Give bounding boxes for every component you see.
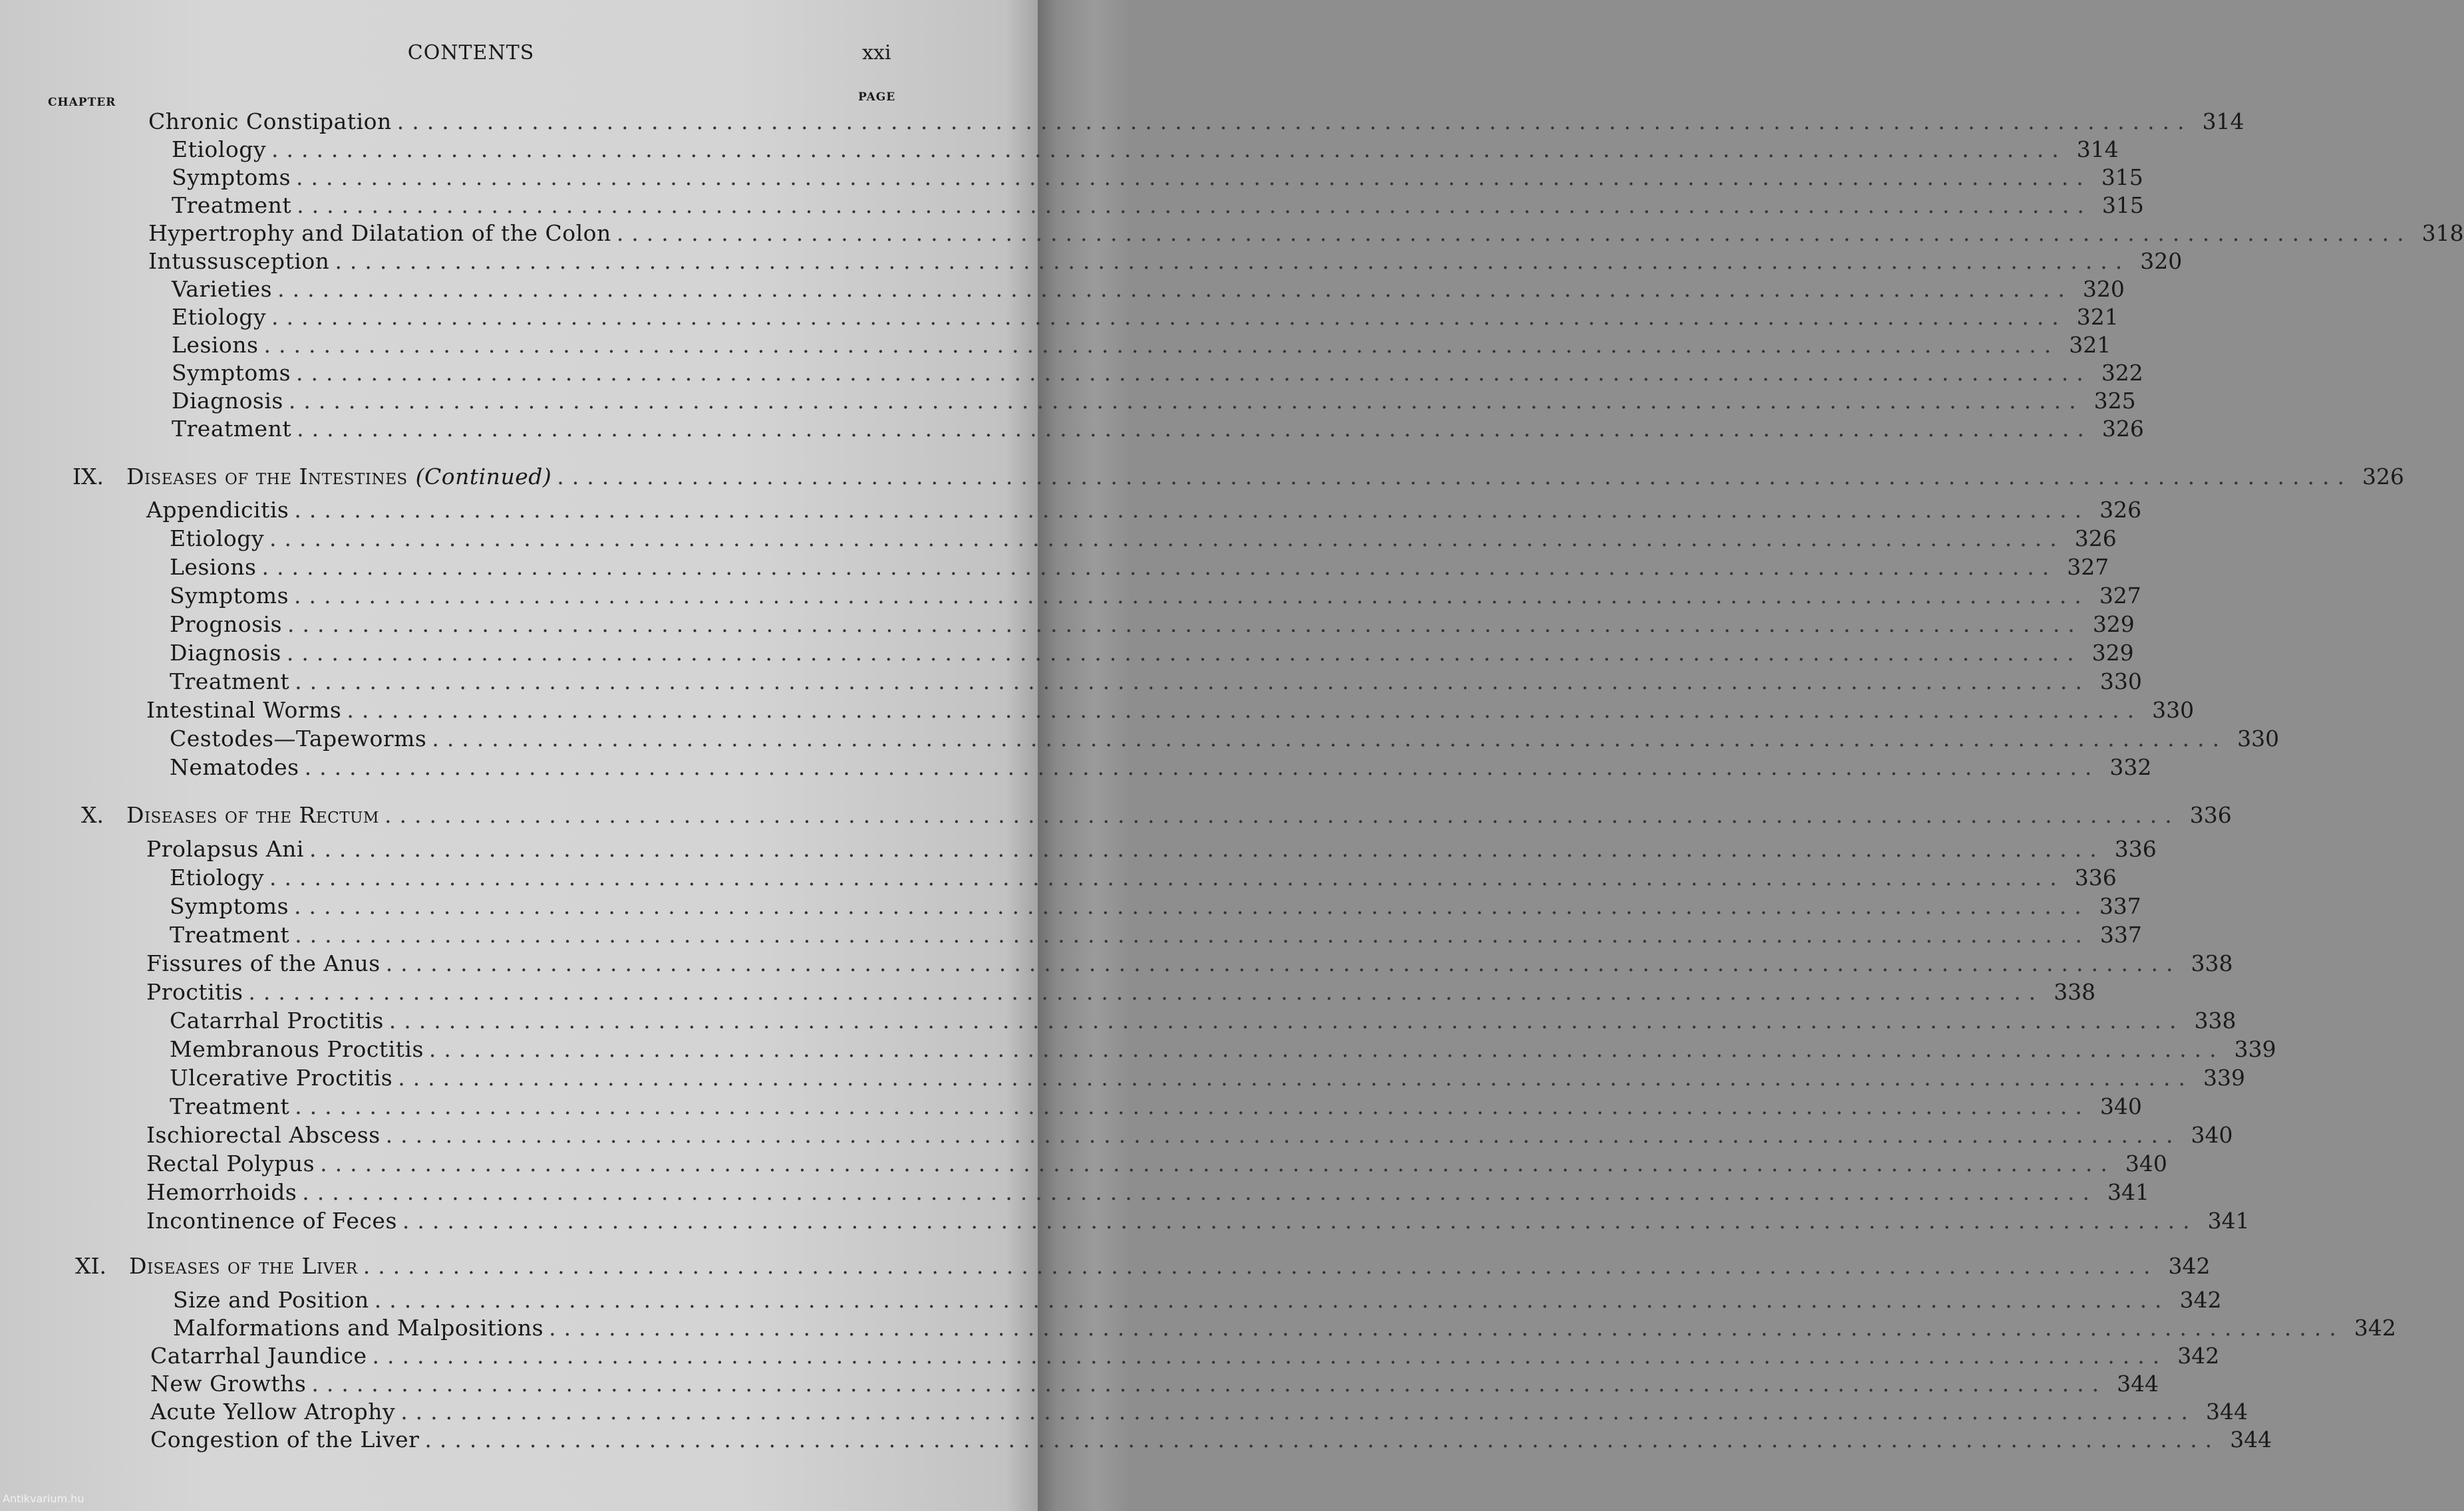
leader-dots: ........................................................................................................................: [296, 164, 2091, 190]
chapter-title: Diseases of the Liver: [129, 1253, 358, 1279]
page-column-label: PAGE: [858, 90, 896, 104]
toc-entry: [170, 754, 2152, 781]
toc-entry-page: 330: [2099, 668, 2142, 694]
leader-dots: ........................................................................................................................: [428, 1036, 2225, 1062]
toc-entry: [170, 639, 2134, 667]
toc-entry-title: Etiology: [170, 525, 264, 551]
toc-entry: [170, 1064, 2245, 1092]
toc-entry-title: Cestodes—Tapeworms: [170, 726, 427, 752]
leader-dots: ........................................................................................................................: [398, 1065, 2193, 1091]
toc-entry: [170, 668, 2142, 696]
toc-entry-page: 321: [2069, 332, 2111, 358]
leader-dots: ........................................................................................................................: [388, 1008, 2185, 1033]
toc-entry: [150, 1370, 2159, 1398]
toc-entry: [170, 553, 2109, 581]
leader-dots: ........................................................................................................................: [385, 950, 2181, 976]
toc-entry-page: 329: [2091, 640, 2134, 666]
toc-entry-page: 342: [2179, 1287, 2222, 1313]
toc-entry-title: Membranous Proctitis: [170, 1036, 424, 1062]
toc-entry: [146, 835, 2157, 863]
toc-entry-page: 344: [2230, 1427, 2272, 1452]
toc-entry: [170, 611, 2135, 638]
toc-entry: [146, 1178, 2150, 1206]
toc-entry-page: 325: [2093, 388, 2136, 414]
toc-entry-page: 340: [2099, 1093, 2142, 1119]
toc-entry: [170, 725, 2280, 753]
toc-entry-page: 322: [2101, 360, 2143, 386]
leader-dots: ........................................................................................................................: [363, 1253, 2159, 1279]
leader-dots: ........................................................................................................................: [424, 1427, 2221, 1452]
leader-dots: ........................................................................................................................: [271, 304, 2067, 330]
toc-entry: [172, 192, 2144, 219]
leader-dots: ........................................................................................................................: [304, 754, 2100, 780]
running-head-page-number: xxi: [862, 41, 891, 65]
toc-entry-page: 327: [2067, 554, 2109, 580]
leader-dots: ........................................................................................................................: [432, 726, 2228, 752]
leader-dots: ........................................................................................................................: [294, 497, 2090, 523]
chapter-heading: [129, 1252, 2211, 1280]
toc-entry: [172, 359, 2143, 387]
toc-entry: [170, 1007, 2236, 1035]
toc-entry-title: Prolapsus Ani: [146, 836, 304, 862]
toc-entry-page: 338: [2194, 1008, 2236, 1033]
toc-entry-title: Treatment: [172, 416, 292, 442]
toc-entry-page: 339: [2234, 1036, 2276, 1062]
toc-entry: [146, 978, 2096, 1006]
leader-dots: ........................................................................................................................: [400, 1399, 2196, 1425]
toc-entry-page: 338: [2191, 950, 2233, 976]
toc-entry-page: 320: [2140, 248, 2183, 274]
toc-entry: [146, 1207, 2250, 1235]
toc-entry: [172, 331, 2111, 359]
leader-dots: ........................................................................................................................: [309, 836, 2105, 862]
toc-entry-page: 321: [2076, 304, 2119, 330]
leader-dots: ........................................................................................................................: [311, 1371, 2107, 1397]
toc-entry-title: Symptoms: [170, 893, 289, 919]
leader-dots: ........................................................................................................................: [297, 192, 2092, 218]
toc-entry: [146, 1121, 2233, 1149]
leader-dots: ........................................................................................................................: [616, 220, 2412, 246]
toc-entry-title: Malformations and Malpositions: [173, 1315, 544, 1341]
leader-dots: ........................................................................................................................: [288, 388, 2084, 414]
toc-entry: [170, 893, 2141, 920]
toc-entry: [146, 496, 2142, 524]
toc-entry-page: 344: [2117, 1371, 2159, 1397]
toc-entry-page: 339: [2203, 1065, 2245, 1091]
toc-entry-title: Intestinal Worms: [146, 697, 342, 723]
leader-dots: ........................................................................................................................: [261, 554, 2058, 580]
leader-dots: ........................................................................................................................: [269, 525, 2065, 551]
chapter-page: 336: [2189, 802, 2232, 828]
toc-entry-title: Hemorrhoids: [146, 1179, 297, 1205]
toc-entry-title: Nematodes: [170, 754, 299, 780]
toc-entry-page: 314: [2202, 108, 2244, 134]
leader-dots: ........................................................................................................................: [302, 1179, 2098, 1205]
toc-entry-title: Catarrhal Proctitis: [170, 1008, 384, 1033]
leader-dots: ........................................................................................................................: [294, 583, 2089, 609]
chapter-number: XI.: [75, 1253, 106, 1279]
toc-entry-title: Lesions: [170, 554, 257, 580]
toc-entry-page: 338: [2054, 979, 2096, 1005]
toc-entry-title: Etiology: [172, 304, 266, 330]
toc-entry: [172, 387, 2136, 415]
toc-entry-page: 330: [2152, 697, 2195, 723]
leader-dots: ........................................................................................................................: [296, 360, 2091, 386]
toc-entry-page: 315: [2101, 192, 2144, 218]
leader-dots: ........................................................................................................................: [271, 136, 2067, 162]
leader-dots: ........................................................................................................................: [269, 865, 2065, 891]
toc-entry: [146, 950, 2233, 978]
toc-entry: [172, 303, 2119, 331]
toc-entry-page: 336: [2114, 836, 2157, 862]
toc-entry: [170, 864, 2117, 892]
toc-entry-title: Symptoms: [172, 164, 291, 190]
toc-entry: [146, 696, 2195, 724]
toc-entry: [148, 108, 2244, 136]
leader-dots: ........................................................................................................................: [297, 416, 2092, 442]
toc-entry-page: 326: [2101, 416, 2144, 442]
chapter-page: 342: [2168, 1253, 2211, 1279]
leader-dots: ........................................................................................................................: [320, 1151, 2115, 1176]
toc-entry: [150, 1342, 2220, 1370]
toc-entry-title: Lesions: [172, 332, 259, 358]
leader-dots: ........................................................................................................................: [277, 276, 2073, 302]
toc-entry-title: Congestion of the Liver: [150, 1427, 420, 1452]
toc-entry: [173, 1314, 2396, 1342]
leader-dots: ........................................................................................................................: [384, 802, 2180, 828]
toc-entry-page: 336: [2074, 865, 2117, 891]
chapter-number: IX.: [72, 464, 104, 489]
toc-entry-title: Treatment: [170, 1093, 290, 1119]
toc-entry-title: Symptoms: [170, 583, 289, 609]
toc-entry-title: Intussusception: [148, 248, 330, 274]
toc-entry-page: 329: [2092, 611, 2135, 637]
toc-entry-title: Fissures of the Anus: [146, 950, 381, 976]
toc-entry-page: 326: [2099, 497, 2142, 523]
toc-entry: [150, 1398, 2248, 1426]
toc-entry: [148, 219, 2464, 247]
toc-entry: [173, 1286, 2222, 1314]
leader-dots: ........................................................................................................................: [396, 108, 2193, 134]
toc-entry: [172, 136, 2119, 164]
toc-entry-page: 337: [2099, 893, 2141, 919]
toc-entry-title: Etiology: [170, 865, 264, 891]
leader-dots: ........................................................................................................................: [248, 979, 2044, 1005]
toc-entry-page: 341: [2207, 1208, 2250, 1234]
toc-entry: [150, 1426, 2272, 1454]
toc-entry-title: Diagnosis: [172, 388, 283, 414]
chapter-column-label: CHAPTER: [48, 96, 116, 109]
leader-dots: ........................................................................................................................: [385, 1122, 2181, 1148]
toc-entry-title: Symptoms: [172, 360, 291, 386]
toc-entry-page: 342: [2177, 1343, 2220, 1369]
leader-dots: ........................................................................................................................: [549, 1315, 2344, 1341]
toc-entry: [170, 1093, 2142, 1121]
toc-entry-page: 320: [2082, 276, 2125, 302]
toc-entry-title: Chronic Constipation: [148, 108, 392, 134]
toc-entry: [170, 921, 2142, 949]
toc-entry-title: Diagnosis: [170, 640, 281, 666]
chapter-title: Diseases of the Rectum: [126, 802, 379, 828]
toc-entry-title: Ulcerative Proctitis: [170, 1065, 393, 1091]
toc-entry-page: 340: [2191, 1122, 2233, 1148]
toc-entry-title: Rectal Polypus: [146, 1151, 315, 1176]
chapter-page: 326: [2362, 464, 2405, 489]
toc-entry-page: 326: [2074, 525, 2117, 551]
toc-entry: [172, 164, 2143, 192]
leader-dots: ........................................................................................................................: [294, 893, 2089, 919]
toc-entry: [170, 1035, 2276, 1063]
toc-entry-page: 341: [2107, 1179, 2150, 1205]
toc-entry-page: 314: [2076, 136, 2119, 162]
watermark: Antikvarium.hu: [3, 1492, 84, 1505]
toc-entry-page: 327: [2099, 583, 2141, 609]
leader-dots: ........................................................................................................................: [295, 922, 2090, 948]
leader-dots: ........................................................................................................................: [374, 1287, 2170, 1313]
toc-entry-page: 315: [2101, 164, 2143, 190]
leader-dots: ........................................................................................................................: [372, 1343, 2168, 1369]
toc-entry-title: Size and Position: [173, 1287, 369, 1313]
toc-entry-page: 330: [2237, 726, 2280, 752]
toc-entry-title: Treatment: [172, 192, 292, 218]
toc-entry-page: 342: [2354, 1315, 2396, 1341]
leader-dots: ........................................................................................................................: [347, 697, 2143, 723]
leader-dots: ........................................................................................................................: [557, 464, 2353, 489]
chapter-title: Diseases of the Intestines: [126, 464, 408, 489]
leader-dots: ........................................................................................................................: [295, 668, 2090, 694]
leader-dots: ........................................................................................................................: [286, 640, 2082, 666]
chapter-heading: [126, 463, 2405, 491]
toc-entry-page: 332: [2109, 754, 2152, 780]
toc-entry-title: Etiology: [172, 136, 266, 162]
toc-entry-title: Treatment: [170, 922, 290, 948]
toc-entry: [148, 247, 2183, 275]
toc-entry: [146, 1150, 2167, 1178]
leader-dots: ........................................................................................................................: [287, 611, 2083, 637]
toc-entry: [172, 275, 2125, 303]
toc-entry: [170, 525, 2117, 553]
toc-entry-title: Prognosis: [170, 611, 283, 637]
leader-dots: ........................................................................................................................: [263, 332, 2060, 358]
toc-entry-title: Appendicitis: [146, 497, 289, 523]
toc-entry-title: Ischiorectal Abscess: [146, 1122, 381, 1148]
chapter-number: X.: [81, 802, 104, 828]
leader-dots: ........................................................................................................................: [335, 248, 2131, 274]
toc-entry-title: Treatment: [170, 668, 290, 694]
toc-entry-page: 318: [2421, 220, 2464, 246]
toc-entry-title: Proctitis: [146, 979, 243, 1005]
toc-entry-page: 337: [2099, 922, 2142, 948]
toc-entry: [170, 582, 2141, 610]
toc-entry-page: 340: [2125, 1151, 2167, 1176]
chapter-heading: [126, 801, 2232, 829]
leader-dots: ........................................................................................................................: [295, 1093, 2090, 1119]
toc-entry-title: New Growths: [150, 1371, 307, 1397]
toc-entry-title: Acute Yellow Atrophy: [150, 1399, 396, 1425]
toc-entry-title: Incontinence of Feces: [146, 1208, 397, 1234]
toc-entry-page: 344: [2205, 1399, 2248, 1425]
toc-entry-title: Catarrhal Jaundice: [150, 1343, 367, 1369]
chapter-title-suffix: (Continued): [415, 464, 552, 489]
leader-dots: ........................................................................................................................: [402, 1208, 2198, 1234]
toc-entry-title: Varieties: [172, 276, 273, 302]
running-head-title: CONTENTS: [407, 41, 535, 65]
toc-entry-title: Hypertrophy and Dilatation of the Colon: [148, 220, 611, 246]
toc-entry: [172, 415, 2144, 443]
